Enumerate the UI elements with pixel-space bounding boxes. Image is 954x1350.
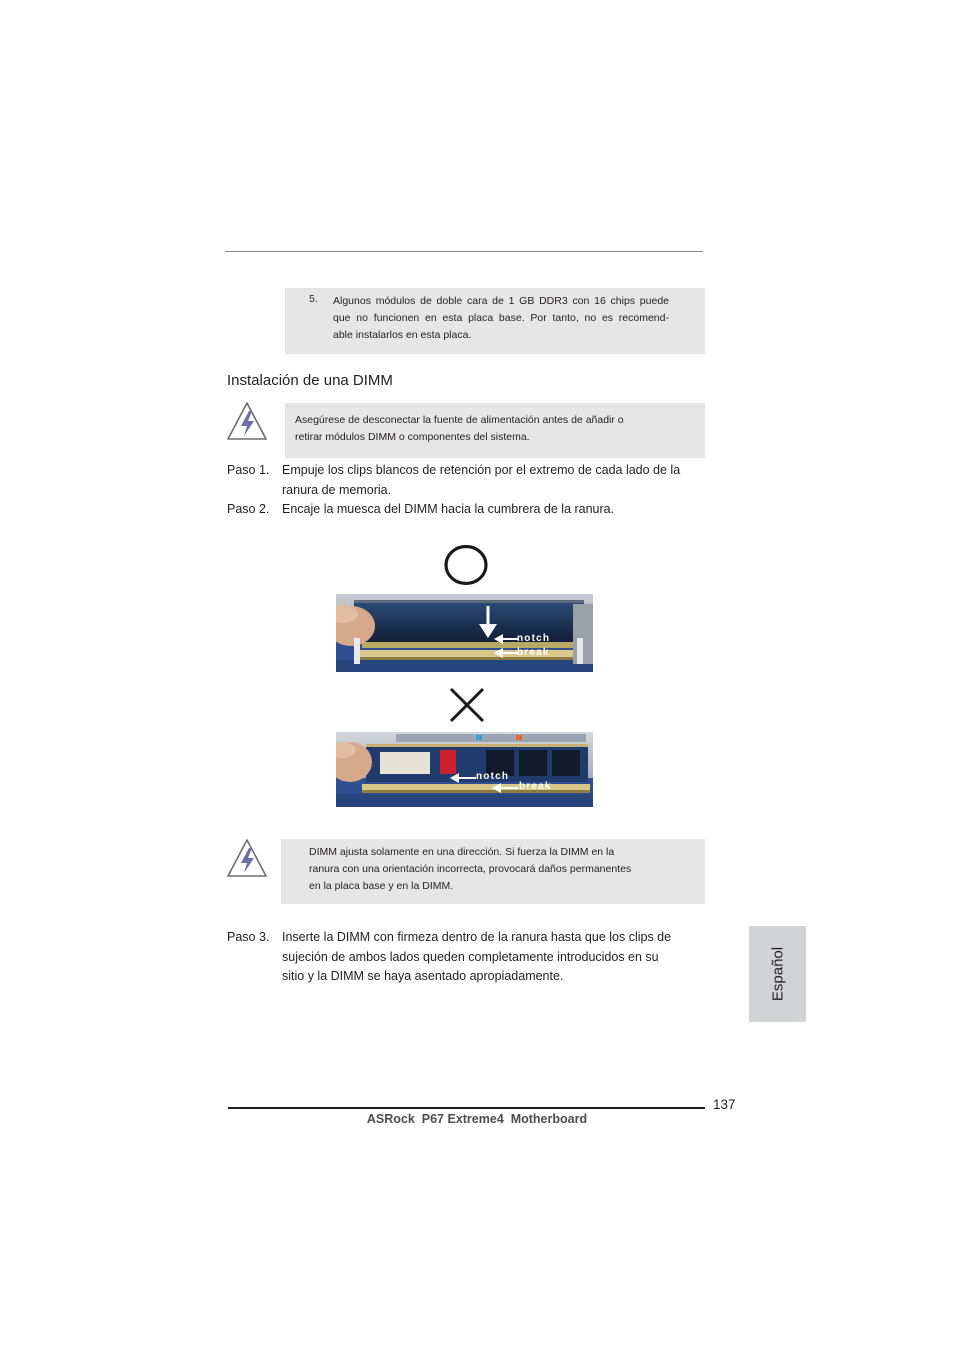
language-tab-label: Español <box>769 946 786 1002</box>
language-tab <box>749 926 806 1022</box>
warning-line: DIMM ajusta solamente en una dirección. Si fuerza la DIMM en la <box>309 846 615 858</box>
note-line: Algunos módulos de doble cara de 1 GB DDR3 con 16 chips puede <box>333 295 669 307</box>
note-number: 5. <box>309 293 318 305</box>
page-number: 137 <box>713 1097 736 1112</box>
note-text <box>333 293 669 344</box>
step-1 <box>227 461 707 501</box>
note-line: able instalarlos en esta placa. <box>333 329 472 341</box>
warning-line: retirar módulos DIMM o componentes del sistema. <box>295 431 530 443</box>
warning-line: en la placa base y en la DIMM. <box>309 880 454 892</box>
footer-title <box>0 1112 954 1126</box>
step-line: Inserte la DIMM con firmeza dentro de la ranura hasta que los clips de <box>282 930 672 944</box>
notch-label: notch <box>476 771 510 782</box>
dimm-correct-photo <box>336 594 593 672</box>
warning-lightning-icon <box>226 838 268 878</box>
warning-text <box>295 412 624 446</box>
header-rule <box>225 251 703 252</box>
step-label: Paso 2. <box>227 502 270 516</box>
step-label: Paso 1. <box>227 463 270 477</box>
step-line: Encaje la muesca del DIMM hacia la cumbrera de la ranura. <box>282 502 615 516</box>
step-2 <box>227 500 707 520</box>
warning-lightning-icon <box>226 401 268 441</box>
step-3 <box>227 928 707 988</box>
section-title: Instalación de una DIMM <box>227 372 393 389</box>
circle-correct-icon <box>443 543 489 587</box>
warning-text <box>309 844 631 895</box>
step-line: sitio y la DIMM se haya asentado apropiadamente. <box>282 969 564 983</box>
warning-line: Asegúrese de desconectar la fuente de alimentación antes de añadir o <box>295 414 624 426</box>
step-line: Empuje los clips blancos de retención por el extremo de cada lado de la <box>282 463 681 477</box>
cross-incorrect-icon <box>448 686 486 724</box>
footer-rule <box>228 1107 705 1109</box>
step-line: ranura de memoria. <box>282 482 392 497</box>
step-line: sujeción de ambos lados queden completamente introducidos en su <box>282 949 659 964</box>
step-label: Paso 3. <box>227 930 270 944</box>
break-label: break <box>517 647 550 658</box>
arrows-correct <box>478 606 518 660</box>
notch-label: notch <box>517 633 551 644</box>
dimm-incorrect-illustration <box>336 732 593 807</box>
note-line: que no funcionen en esta placa base. Por tanto, no es recomend- <box>333 312 669 324</box>
dimm-correct-illustration <box>336 594 593 672</box>
warning-line: ranura con una orientación incorrecta, provocará daños permanentes <box>309 863 632 875</box>
dimm-incorrect-photo <box>336 732 593 807</box>
footer-text: ASRock P67 Extreme4 Motherboard <box>366 1112 588 1126</box>
break-label: break <box>519 781 552 792</box>
